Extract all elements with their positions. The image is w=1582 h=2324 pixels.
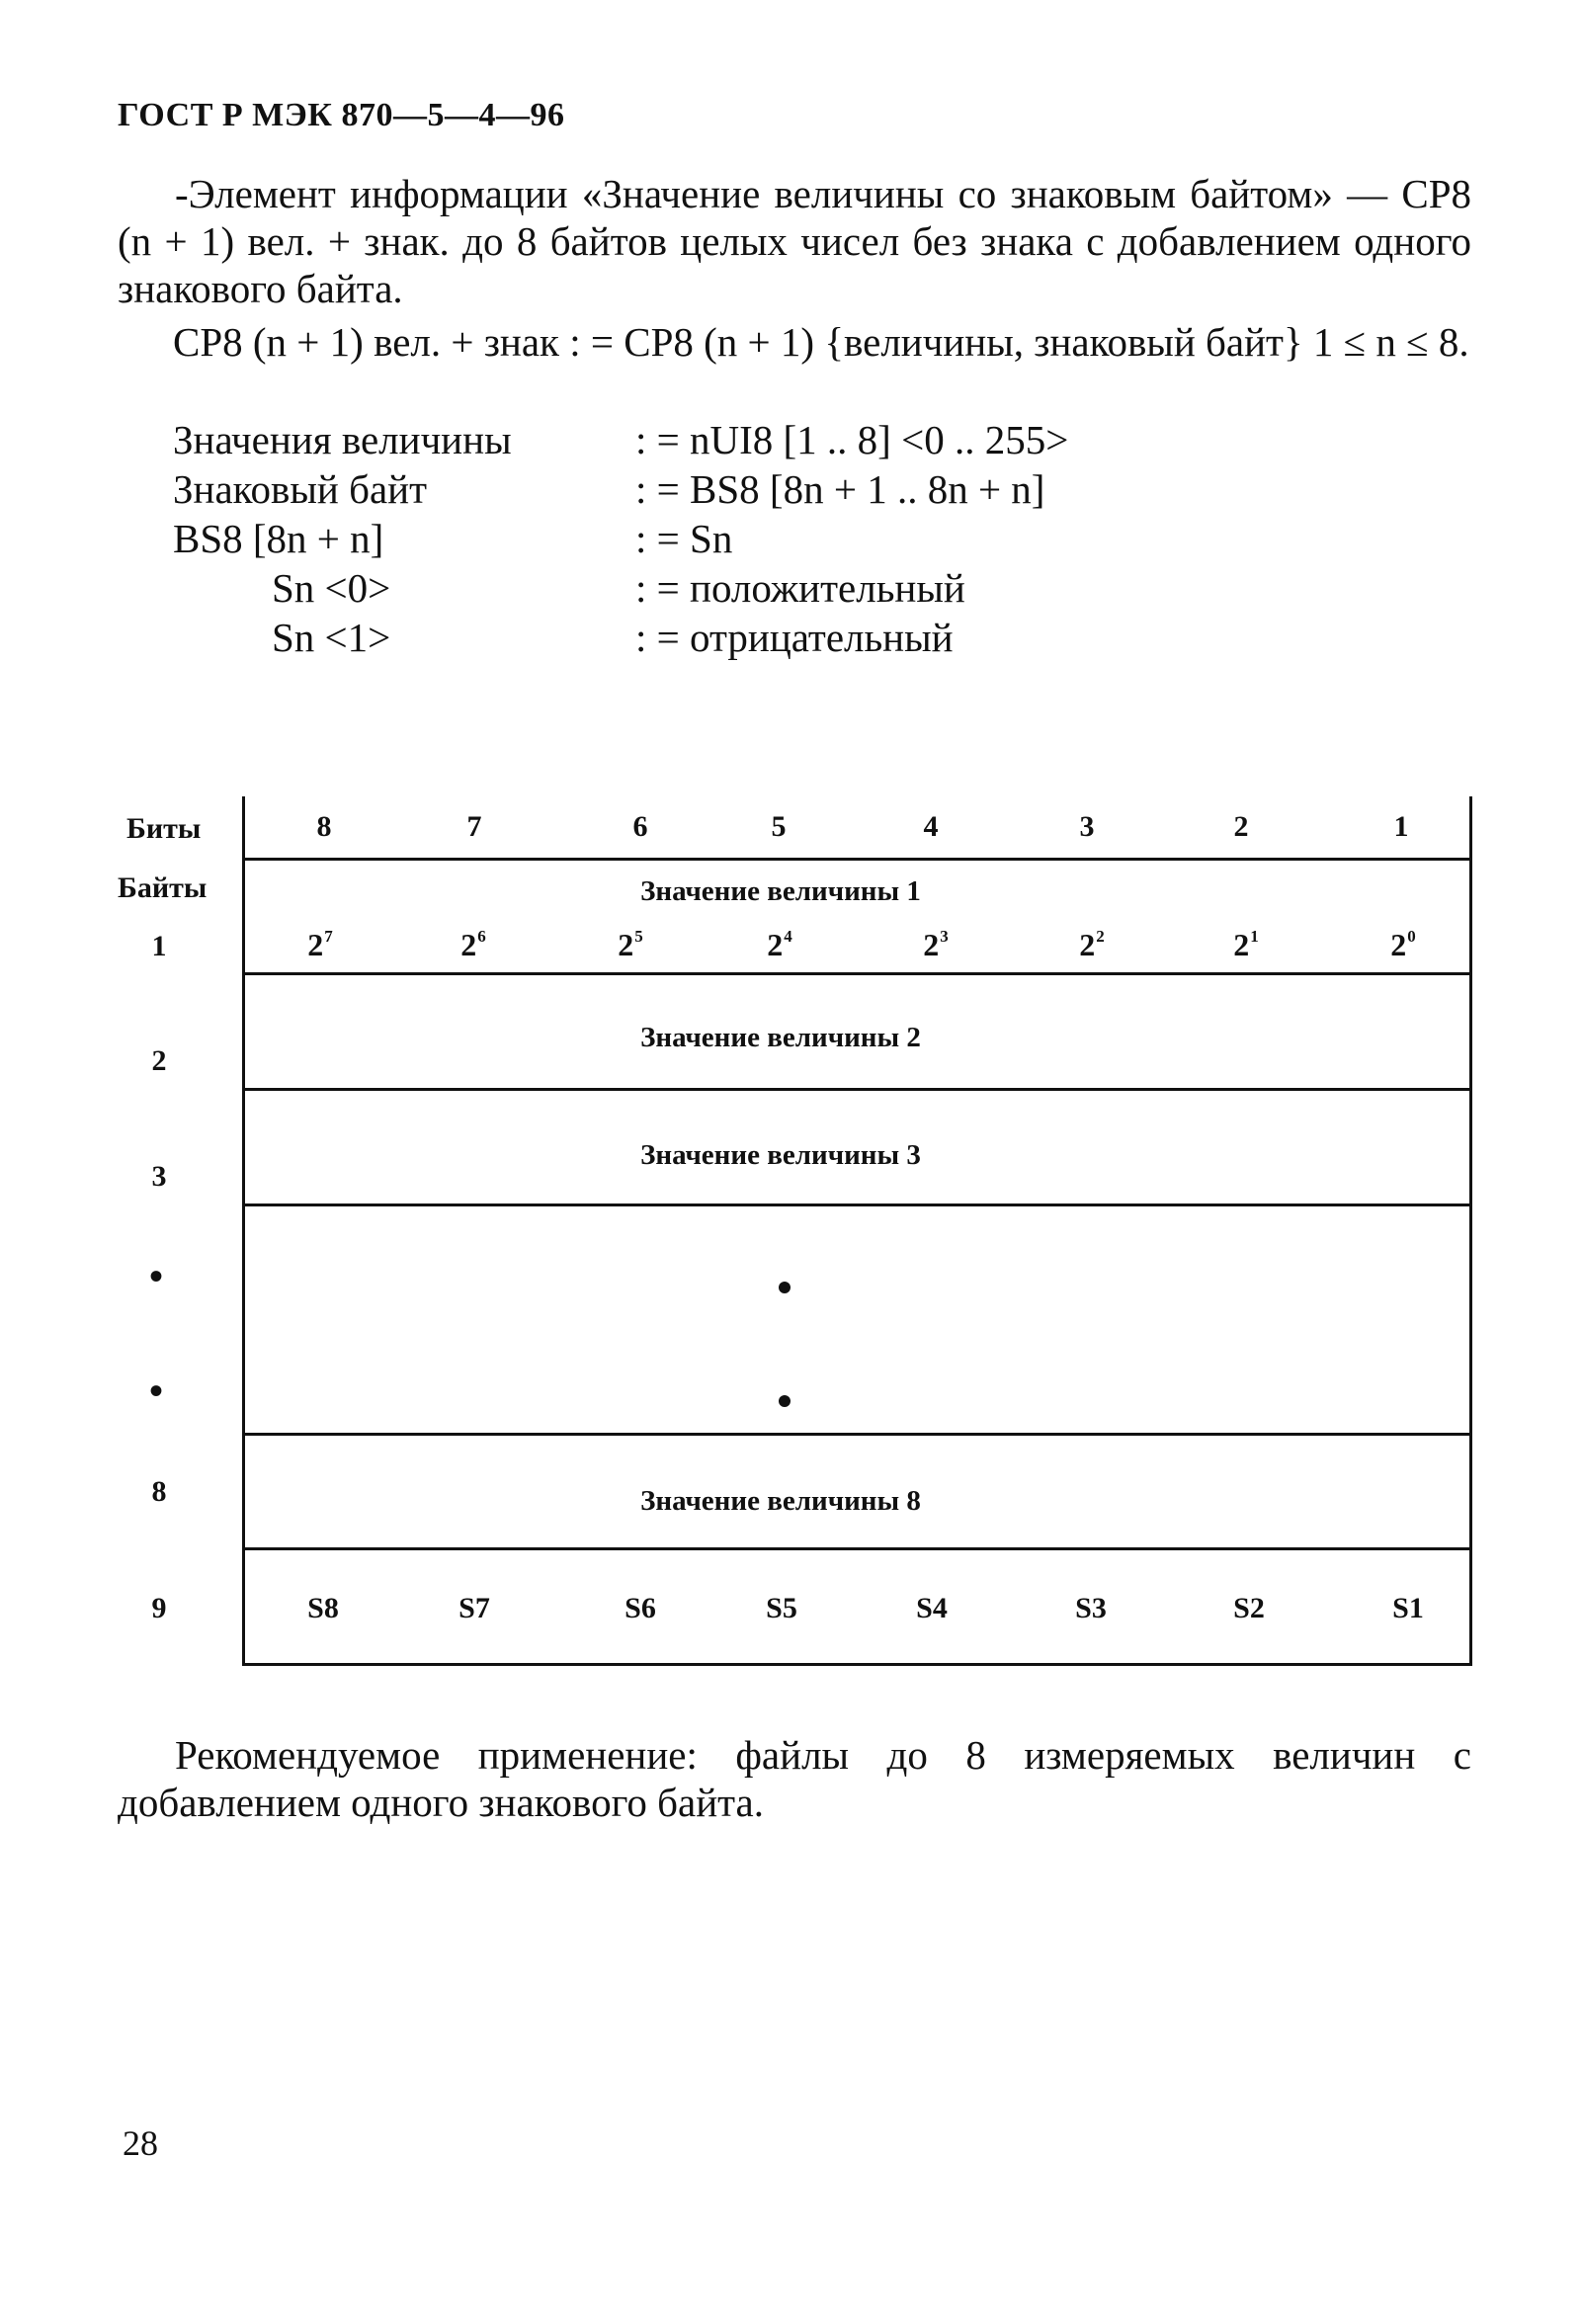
byte-row-label: •: [148, 1369, 164, 1413]
value-title: Значение величины 1: [640, 875, 921, 907]
table-rule: [242, 972, 1472, 975]
byte-row-label: •: [148, 1254, 164, 1298]
sign-bit: S2: [1233, 1592, 1265, 1624]
definition-value: : = положительный: [635, 565, 965, 611]
bit-weight: $2^4$: [767, 927, 792, 962]
table-rule: [242, 1088, 1472, 1091]
sign-bit: S8: [307, 1592, 339, 1624]
table-rule: [242, 858, 1472, 861]
paragraph-cp8-definition: CP8 (n + 1) вел. + знак : = CP8 (n + 1) {величины, знаковый байт} 1 ≤ n ≤ 8.: [173, 319, 1469, 365]
definition-term: BS8 [8n + n]: [173, 516, 384, 561]
bit-number: 7: [466, 810, 482, 843]
continuation-dot: [779, 1395, 791, 1407]
sign-bit: S7: [458, 1592, 490, 1624]
definition-value: : = Sn: [635, 516, 733, 561]
definition-value: : = BS8 [8n + 1 .. 8n + n]: [635, 466, 1045, 512]
definition-term: Знаковый байт: [173, 466, 428, 512]
definition-term: Sn <0>: [272, 565, 391, 611]
bit-weight: $2^0$: [1390, 927, 1416, 962]
bit-weight: $2^5$: [618, 927, 643, 962]
sign-bit: S6: [624, 1592, 656, 1624]
bit-weight: $2^2$: [1079, 927, 1105, 962]
sign-bit: S5: [766, 1592, 797, 1624]
byte-row-label: 2: [151, 1044, 167, 1077]
table-rule: [242, 1547, 1472, 1550]
bit-weight: $2^1$: [1233, 927, 1259, 962]
bit-number: 4: [923, 810, 939, 843]
sign-bit: S4: [916, 1592, 948, 1624]
sign-bit: S3: [1075, 1592, 1107, 1624]
definition-value: : = nUI8 [1 .. 8] <0 .. 255>: [635, 417, 1069, 462]
definition-value: : = отрицательный: [635, 615, 954, 660]
paragraph-element-info: -Элемент информации «Значение величины со знаковым байтом» — CP8 (n + 1) вел. + знак. до 8 байтов целых чисел без знака с добавлением одного знакового байта.: [118, 171, 1471, 311]
byte-row-label: 1: [151, 930, 167, 962]
bytes-label: Байты: [118, 872, 208, 904]
bits-label: Биты: [126, 812, 202, 845]
value-title: Значение величины 8: [640, 1485, 921, 1517]
bit-number: 1: [1393, 810, 1409, 843]
table-border-left: [242, 796, 245, 1666]
byte-row-label: 9: [151, 1592, 167, 1624]
table-border-bottom: [242, 1663, 1472, 1666]
bit-number: 6: [632, 810, 648, 843]
value-title: Значение величины 3: [640, 1139, 921, 1171]
bit-weight: $2^3$: [923, 927, 949, 962]
definition-term: Значения величины: [173, 417, 512, 462]
continuation-dot: [779, 1282, 791, 1293]
byte-row-label: 8: [151, 1475, 167, 1508]
bit-weight: $2^7$: [307, 927, 333, 962]
bit-number: 3: [1079, 810, 1095, 843]
bit-weight: $2^6$: [460, 927, 486, 962]
bit-number: 5: [771, 810, 787, 843]
definition-term: Sn <1>: [272, 615, 391, 660]
document-header: ГОСТ Р МЭК 870—5—4—96: [118, 97, 565, 133]
bit-number: 2: [1233, 810, 1249, 843]
sign-bit: S1: [1392, 1592, 1424, 1624]
bit-number: 8: [316, 810, 332, 843]
paragraph-recommended-use: Рекомендуемое применение: файлы до 8 измеряемых величин с добавлением одного знакового байта.: [118, 1732, 1471, 1825]
table-border-right: [1469, 796, 1472, 1666]
byte-row-label: 3: [151, 1160, 167, 1193]
page-number: 28: [123, 2123, 158, 2163]
value-title: Значение величины 2: [640, 1022, 921, 1053]
table-rule: [242, 1433, 1472, 1436]
table-rule: [242, 1204, 1472, 1206]
